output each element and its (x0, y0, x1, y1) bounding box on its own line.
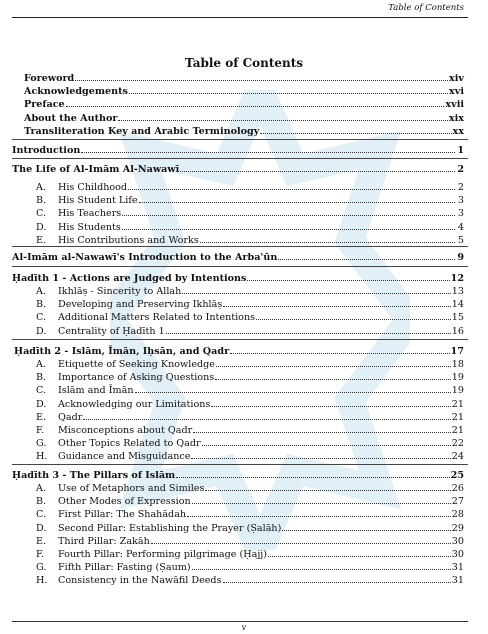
toc-leader-dots (282, 521, 450, 531)
toc-entry-letter: C. (36, 312, 47, 324)
toc-entry-page: 19 (451, 385, 464, 397)
toc-entry-letter: A. (36, 359, 46, 370)
toc-entry-label (36, 482, 204, 495)
toc-entry[interactable] (36, 534, 464, 547)
toc-entry-text: Ḥadīth 1 - Actions are Judged by Intentions (12, 273, 247, 284)
section-divider (12, 139, 468, 140)
toc-leader-dots (128, 180, 455, 190)
toc-entry-text: Importance of Asking Questions (58, 372, 215, 384)
toc-leader-dots (223, 573, 451, 583)
toc-entry-page: 12 (450, 273, 464, 284)
toc-entry-letter: B. (36, 372, 47, 384)
toc-entry-letter: E. (36, 535, 47, 547)
toc-leader-dots (256, 310, 451, 320)
toc-entry-letter: D. (36, 522, 47, 534)
toc-entry-text: About the Author (24, 112, 118, 124)
toc-entry-page: 31 (451, 575, 464, 587)
toc-entry[interactable] (36, 357, 464, 370)
toc-entry-text: Ḥadīth 2 - Islām, Īmān, Iḥsān, and Qadr (14, 346, 230, 357)
toc-entry-page: 22 (451, 438, 464, 450)
toc-entry[interactable] (36, 547, 464, 560)
toc-leader-dots (192, 560, 451, 570)
toc-leader-dots (230, 344, 450, 354)
toc-entry[interactable] (36, 423, 464, 436)
toc-entry-text: His Contributions and Works (58, 234, 199, 246)
toc-entry-page: 30 (451, 549, 464, 560)
toc-leader-dots (268, 547, 451, 557)
toc-entry-letter: D. (36, 398, 47, 410)
toc-entry-label (36, 234, 199, 247)
toc-entry-text: Consistency in the Nawāfil Deeds (58, 575, 222, 587)
footer-page-number: v (241, 623, 247, 632)
toc-entry-text: Use of Metaphors and Similes (58, 483, 205, 494)
toc-entry-page: 16 (451, 325, 464, 337)
toc-entry-page: 2 (457, 164, 464, 175)
toc-leader-dots (139, 193, 455, 203)
toc-entry[interactable] (36, 297, 464, 310)
toc-entry-label (36, 548, 267, 561)
toc-entry[interactable] (24, 84, 464, 97)
toc-entry-label (12, 144, 80, 157)
toc-entry[interactable] (12, 250, 464, 263)
toc-entry-page: 29 (451, 522, 464, 534)
toc-leader-dots (247, 271, 449, 281)
toc-entry-page: 21 (451, 398, 464, 410)
toc-leader-dots (151, 534, 451, 544)
toc-entry-page: 25 (450, 470, 464, 481)
toc-leader-dots (75, 71, 448, 81)
toc-leader-dots (122, 220, 455, 230)
toc-entry-label (36, 311, 255, 324)
toc-entry-letter: H. (36, 575, 48, 587)
toc-entry-text: His Student Life (58, 195, 138, 207)
toc-entry-letter: C. (36, 208, 47, 220)
toc-entry-page: 13 (451, 286, 464, 297)
toc-entry-label (12, 163, 179, 176)
toc-entry-label (36, 508, 186, 521)
toc-entry-page: 15 (451, 312, 464, 324)
toc-entry[interactable] (36, 220, 464, 233)
toc-entry-letter: E. (36, 234, 47, 246)
running-header-text: Table of Contents (388, 3, 464, 13)
toc-entry-text: His Students (58, 221, 121, 233)
section-divider (12, 246, 468, 247)
toc-entry-label (36, 358, 215, 371)
toc-entry[interactable] (14, 344, 464, 357)
toc-entry-text: Ikhlāṣ - Sincerity to Allah (58, 286, 182, 297)
toc-entry-label (36, 411, 82, 424)
toc-entry-page: 21 (451, 425, 464, 436)
toc-leader-dots (176, 468, 449, 478)
toc-entry-text: Al-Imām al-Nawawī's Introduction to the Arba'ūn (12, 252, 278, 263)
toc-entry-page: xix (448, 112, 464, 124)
toc-entry[interactable] (36, 206, 464, 219)
toc-entry-letter: A. (36, 286, 46, 297)
toc-entry-text: Acknowledgements (24, 86, 128, 98)
toc-leader-dots (191, 449, 450, 459)
toc-leader-dots (81, 143, 455, 153)
toc-leader-dots (211, 397, 450, 407)
toc-entry-letter: G. (36, 438, 47, 450)
toc-entry-label (24, 125, 259, 138)
toc-entry-page: 9 (457, 252, 464, 263)
toc-entry[interactable] (36, 310, 464, 323)
toc-entry-label (36, 325, 165, 338)
toc-entry[interactable] (36, 284, 464, 297)
toc-entry-letter: C. (36, 509, 47, 521)
toc-entry-page: xx (452, 125, 464, 137)
toc-entry-letter: G. (36, 562, 47, 574)
toc-entry[interactable] (36, 436, 464, 449)
toc-entry[interactable] (24, 124, 464, 137)
toc-entry-letter: C. (36, 385, 47, 397)
toc-entry-letter: A. (36, 483, 46, 494)
toc-entry-label (36, 371, 214, 384)
footer-rule (12, 621, 468, 622)
toc-entry-text: Centrality of Ḥadīth 1 (58, 325, 165, 337)
section-divider (12, 266, 468, 267)
toc-entry-text: Fourth Pillar: Performing pilgrimage (Ḥajj) (58, 549, 268, 560)
toc-entry[interactable] (36, 449, 464, 462)
toc-entry-page: 30 (451, 535, 464, 547)
toc-entry-label (36, 298, 222, 311)
toc-entry-text: The Life of Al-Imām Al-Nawawī (12, 164, 180, 175)
toc-entry-label (36, 398, 210, 411)
toc-leader-dots (215, 370, 451, 380)
toc-leader-dots (260, 124, 451, 134)
toc-entry-page: 24 (451, 451, 464, 463)
toc-entry-label (24, 72, 74, 85)
toc-entry-letter: B. (36, 195, 47, 207)
toc-entry-letter: B. (36, 496, 47, 508)
toc-entry-label (24, 98, 65, 111)
running-header (12, 0, 468, 18)
toc-entry[interactable] (36, 494, 464, 507)
toc-leader-dots (118, 111, 447, 121)
toc-leader-dots (202, 436, 451, 446)
toc-entry-label (36, 194, 138, 207)
toc-entry-text: Other Topics Related to Qadr (58, 438, 201, 450)
toc-entry-page: 31 (451, 562, 464, 574)
toc-entry-letter: D. (36, 221, 47, 233)
toc-entry-letter: A. (36, 182, 46, 193)
toc-leader-dots (166, 324, 451, 334)
toc-entry-label (12, 251, 277, 264)
toc-entry[interactable] (36, 397, 464, 410)
toc-entry-label (36, 535, 150, 548)
toc-entry[interactable] (36, 410, 464, 423)
toc-entry-text: Third Pillar: Zakāh (58, 535, 150, 547)
toc-entry[interactable] (24, 97, 464, 110)
toc-entry[interactable] (36, 180, 464, 193)
toc-entry-label (36, 450, 190, 463)
toc-entry-text: Second Pillar: Establishing the Prayer (Ṣalāh) (58, 522, 282, 534)
toc-entry[interactable] (12, 143, 464, 156)
toc-entry-page: 18 (451, 359, 464, 370)
toc-entry-label (36, 384, 134, 397)
toc-entry-page: 5 (457, 234, 464, 246)
toc-entry-text: Misconceptions about Qadr (58, 425, 193, 436)
toc-entry[interactable] (36, 233, 464, 246)
toc-entry-text: Guidance and Misguidance (58, 451, 191, 463)
toc-leader-dots (205, 481, 450, 491)
toc-leader-dots (193, 423, 451, 433)
toc-entry-label (24, 85, 128, 98)
section-divider (12, 339, 468, 340)
toc-entry-text: First Pillar: The Shahādah (58, 509, 187, 521)
toc-leader-dots (135, 383, 451, 393)
toc-entry-text: Fifth Pillar: Fasting (Ṣaum) (58, 562, 191, 574)
toc-entry-page: 2 (457, 182, 464, 193)
toc-entry-text: Ḥadīth 3 - The Pillars of Islām (12, 470, 176, 481)
toc-entry[interactable] (12, 468, 464, 481)
toc-leader-dots (83, 410, 450, 420)
toc-entry-page: 17 (450, 346, 464, 357)
toc-entry-page: 3 (457, 208, 464, 220)
toc-entry[interactable] (36, 573, 464, 586)
toc-entry-label (36, 437, 201, 450)
toc-entry-letter: D. (36, 325, 47, 337)
toc-leader-dots (200, 233, 455, 243)
toc-entry-page: xvii (445, 99, 464, 111)
toc-entry-text: Islām and Īmān (58, 385, 134, 397)
toc-entry-text: Acknowledging our Limitations (58, 398, 211, 410)
toc-entry-text: Other Modes of Expression (58, 496, 191, 508)
toc-leader-dots (278, 250, 455, 260)
toc-entry-text: Etiquette of Seeking Knowledge (58, 359, 215, 370)
toc-entry-page: 27 (451, 496, 464, 508)
toc-entry-page: 19 (451, 372, 464, 384)
toc-entry-page: 28 (451, 509, 464, 521)
section-divider (12, 158, 468, 159)
toc-entry-page: 3 (457, 195, 464, 207)
toc-entry[interactable] (24, 71, 464, 84)
toc-leader-dots (66, 97, 445, 107)
toc-entry-text: His Teachers (58, 208, 122, 220)
toc-entry[interactable] (36, 324, 464, 337)
toc-entry-page: 21 (451, 411, 464, 423)
toc-leader-dots (129, 84, 448, 94)
toc-entry-text: His Childhood (58, 182, 128, 193)
toc-leader-dots (223, 297, 451, 307)
toc-entry-label (36, 424, 192, 437)
toc-entry[interactable] (12, 162, 464, 175)
toc-entry[interactable] (36, 507, 464, 520)
toc-entry-page: xiv (449, 73, 464, 84)
toc-entry-label (36, 285, 181, 298)
section-divider (12, 464, 468, 465)
toc-entry[interactable] (36, 193, 464, 206)
toc-leader-dots (122, 206, 455, 216)
toc-leader-dots (182, 284, 450, 294)
toc-entry-text: Transliteration Key and Arabic Terminology (24, 125, 260, 137)
toc-entry-label (36, 574, 222, 587)
toc-entry-letter: E. (36, 411, 47, 423)
toc-entry-letter: H. (36, 451, 48, 463)
toc-entry-text: Foreword (24, 73, 75, 84)
toc-entry-text: Qadr (58, 411, 83, 423)
toc-entry-letter: F. (36, 425, 45, 436)
toc-entry-page: xvi (449, 86, 464, 98)
toc-entry-letter: B. (36, 299, 47, 311)
toc-entry-page: 14 (451, 299, 464, 311)
toc-entry-label (24, 112, 117, 125)
toc-leader-dots (192, 494, 451, 504)
toc-entry-text: Developing and Preserving Ikhlāṣ (58, 299, 223, 311)
toc-leader-dots (180, 162, 455, 172)
page-title: Table of Contents (184, 56, 304, 70)
toc-entry-label (36, 207, 121, 220)
toc-leader-dots (187, 507, 451, 517)
toc-entry[interactable] (36, 481, 464, 494)
toc-entry-label (36, 522, 281, 535)
toc-entry[interactable] (36, 383, 464, 396)
toc-entry[interactable] (36, 560, 464, 573)
toc-entry[interactable] (36, 370, 464, 383)
toc-entry[interactable] (12, 271, 464, 284)
toc-leader-dots (216, 357, 451, 367)
toc-entry-page: 4 (457, 221, 464, 233)
toc-entry-label (36, 561, 191, 574)
toc-entry-text: Additional Matters Related to Intentions (58, 312, 256, 324)
toc-entry-label (36, 221, 121, 234)
toc-entry-page: 1 (457, 145, 464, 156)
toc-entry-text: Preface (24, 99, 65, 111)
toc-entry-label (36, 181, 127, 194)
toc-entry-label (36, 495, 191, 508)
toc-entry[interactable] (24, 111, 464, 124)
toc-entry-letter: F. (36, 549, 45, 560)
toc-entry-page: 26 (451, 483, 464, 494)
toc-entry[interactable] (36, 521, 464, 534)
toc-entry-text: Introduction (12, 145, 81, 156)
